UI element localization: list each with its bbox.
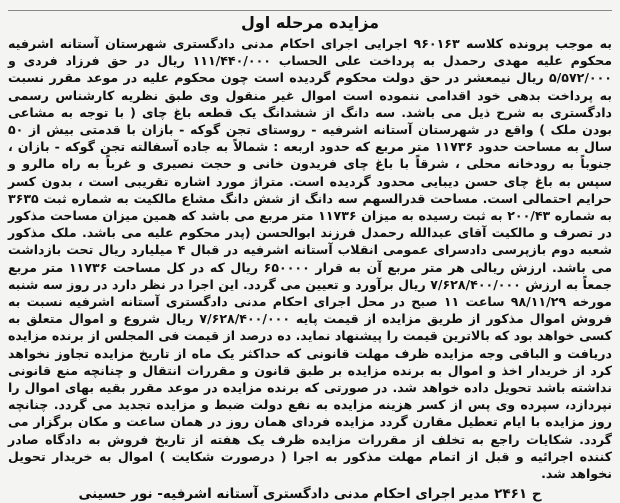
notice-title: مزایده مرحله اول (240, 13, 380, 32)
notice-body: به موجب پرونده کلاسه ۹۶۰۱۶۳ اجرایی اجرای احکام مدنی دادگستری شهرستان آستانه اشرفیه محکوم علیه مهدی رحمدل به پرداخت علی الحساب ۱۱۱/۴۴۰/۰۰۰ ریال در حق فرزاد فردی و ۵/۵۷۲/۰۰۰ ریال نیمعشر در حق دولت محکوم گردیده است چون محکوم علیه در موعد مقرر نسبت به پرداخت بدهی خود اقدامی ننموده است اموال غیر منقول وی طبق نظریه کارشناس رسمی دادگستری به شرح ذیل می باشد. سه دانگ از ششدانگ یک قطعه باغ چای ( با توجه به مشاعی بودن ملک ) واقع در شهرستان آستانه اشرفیه - روستای تجن گوکه - بازان با قدمتی بیش از ۵۰ سال به مساحت حدود ۱۱۷۳۶ متر مربع که حدود اربعه : شمالاً به جاده آسفالته تجن گوکه - بازان ، جنوباً به رودخانه محلی ، شرقاً با باغ چای فریدون خانی و حجت نصیری و غرباً به راه مالرو و سپس به باغ چای حسن دیبایی محدود گردیده است. متراژ مورد اشاره تقریبی است ، بدون کسر حرایم احتمالی است. مساحت قدرالسهم سه دانگ از شش دانگ مشاع مالکیت به شماره ثبت ۳۶۳۵ به شماره ۲۰۰/۴۳ به ثبت رسیده به میزان ۱۱۷۳۶ متر مربع می باشد که همین میزان مساحت مذکور در تصرف و مالکیت آقای عبدالله رحمدل فرزند ابوالحسن (پدر محکوم علیه می باشد. ملک مذکور شعبه دوم بازپرسی دادسرای عمومی انقلاب آستانه اشرفیه در قبال ۴ میلیارد ریال تحت بازداشت می باشد. ارزش ریالی هر متر مربع آن به قرار ۶۵۰۰۰۰ ریال که در کل مساحت ۱۱۷۳۶ متر مربع جمعاً به ارزش ۷/۶۲۸/۴۰۰/۰۰۰ ریال برآورد و تعیین می گردد. این اجرا در نظر دارد در روز سه شنبه مورخه ۹۸/۱۱/۲۹ ساعت ۱۱ صبح در محل اجرای احکام مدنی دادگستری آستانه اشرفیه نسبت به فروش اموال مذکور از طریق مزایده از قیمت پایه ۷/۶۲۸/۴۰۰/۰۰۰ ریال شروع و اموال متعلق به کسی خواهد بود که بالاترین قیمت را پیشنهاد نماید. ده درصد از قیمت فی المجلس از برنده مزایده دریافت و الباقی وجه مزایده ظرف مهلت قانونی که حداکثر یک ماه از تاریخ مزایده تجاوز نخواهد کرد از خریدار اخذ و اموال به برنده مزایده بر طبق قانون و مقررات انتقال و چنانچه منع قانونی نداشته باشد تحویل داده خواهد شد. در صورتی که برنده مزایده در موعد مقرر بقیه بهای اموال را نپردازد، سپرده وی پس از کسر هزینه مزایده به نفع دولت ضبط و مزایده تجدید می گردد. چنانچه روز مزایده با ایام تعطیل مقارن گردد مزایده فردای همان روز در همان ساعت و مکان برگزار می گردد. شکایات راجع به تخلف از مقررات مزایده ظرف یک هفته از تاریخ فروش به دادگاه صادر کننده اجرائیه و قبل از اتمام مهلت مذکور به اجرا ( درصورت شکایت ) اموال به خریدار تحویل نخواهد شد. (8, 36, 612, 482)
top-cut-strip (8, 4, 612, 11)
notice-footer: ح ۲۴۶۱ مدیر اجرای احکام مدنی دادگستری آستانه اشرفیه- نور حسینی (78, 486, 542, 503)
